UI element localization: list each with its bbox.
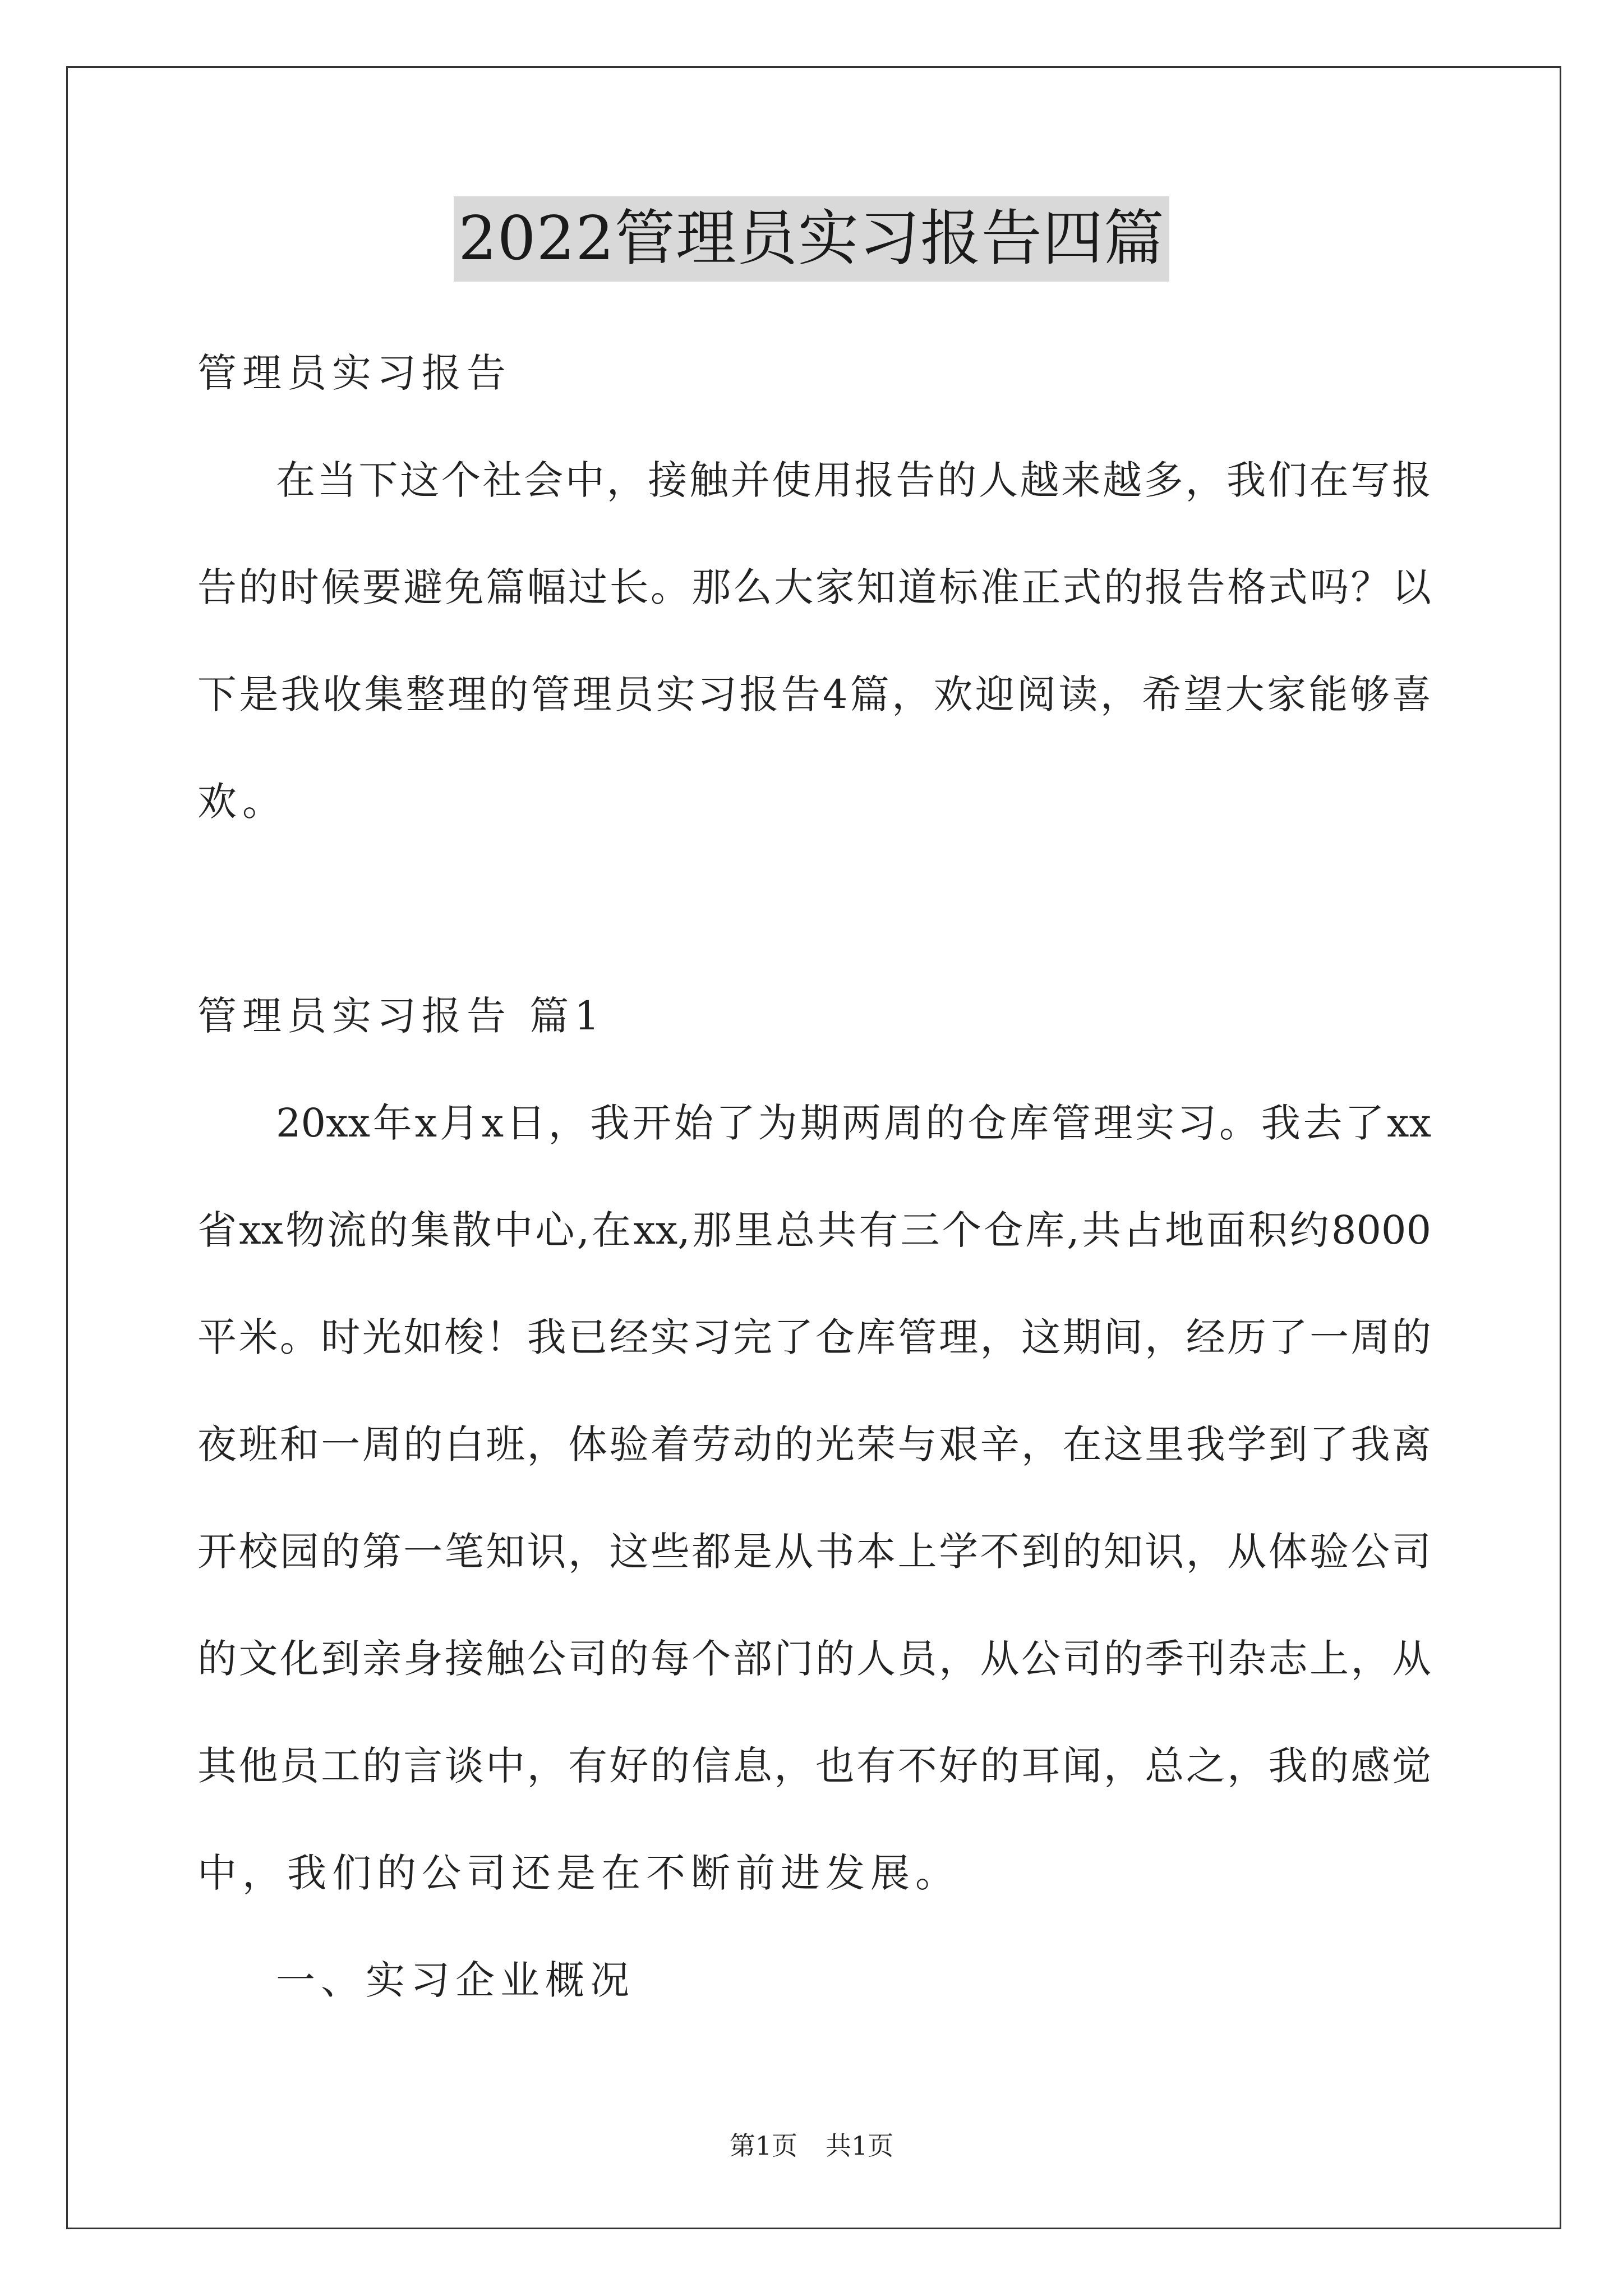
document-body xyxy=(197,320,1431,2034)
section-line: 20xx年x月x日，我开始了为期两周的仓库管理实习。我去了xx xyxy=(276,1100,1431,1146)
section-line: 平米。时光如梭！我已经实习完了仓库管理，这期间，经历了一周的 xyxy=(197,1314,1431,1360)
subheading: 一、实习企业概况 xyxy=(276,1957,635,2003)
section-line: 中，我们的公司还是在不断前进发展。 xyxy=(197,1850,960,1896)
document-heading: 管理员实习报告 xyxy=(197,350,511,396)
section-line: 省xx物流的集散中心,在xx,那里总共有三个仓库,共占地面积约8000 xyxy=(197,1207,1431,1253)
page-number: 第1页 xyxy=(729,2131,797,2161)
paragraph-gap xyxy=(197,855,1431,963)
intro-line: 告的时候要避免篇幅过长。那么大家知道标准正式的报告格式吗？以 xyxy=(197,564,1431,610)
intro-line: 欢。 xyxy=(197,779,287,825)
intro-line: 在当下这个社会中，接触并使用报告的人越来越多，我们在写报 xyxy=(276,457,1431,503)
section-title: 管理员实习报告 篇1 xyxy=(197,993,605,1039)
section-line: 开校园的第一笔知识，这些都是从书本上学不到的知识，从体验公司 xyxy=(197,1529,1431,1575)
document-title: 2022管理员实习报告四篇 xyxy=(454,196,1169,282)
page-total: 共1页 xyxy=(826,2131,894,2161)
title-area xyxy=(0,196,1623,282)
section-line: 其他员工的言谈中，有好的信息，也有不好的耳闻，总之，我的感觉 xyxy=(197,1743,1431,1789)
section-line: 夜班和一周的白班，体验着劳动的光荣与艰辛，在这里我学到了我离 xyxy=(197,1421,1431,1467)
section-line: 的文化到亲身接触公司的每个部门的人员，从公司的季刊杂志上，从 xyxy=(197,1636,1431,1682)
intro-line: 下是我收集整理的管理员实习报告4篇，欢迎阅读，希望大家能够喜 xyxy=(197,671,1431,717)
page-footer xyxy=(0,2129,1623,2162)
